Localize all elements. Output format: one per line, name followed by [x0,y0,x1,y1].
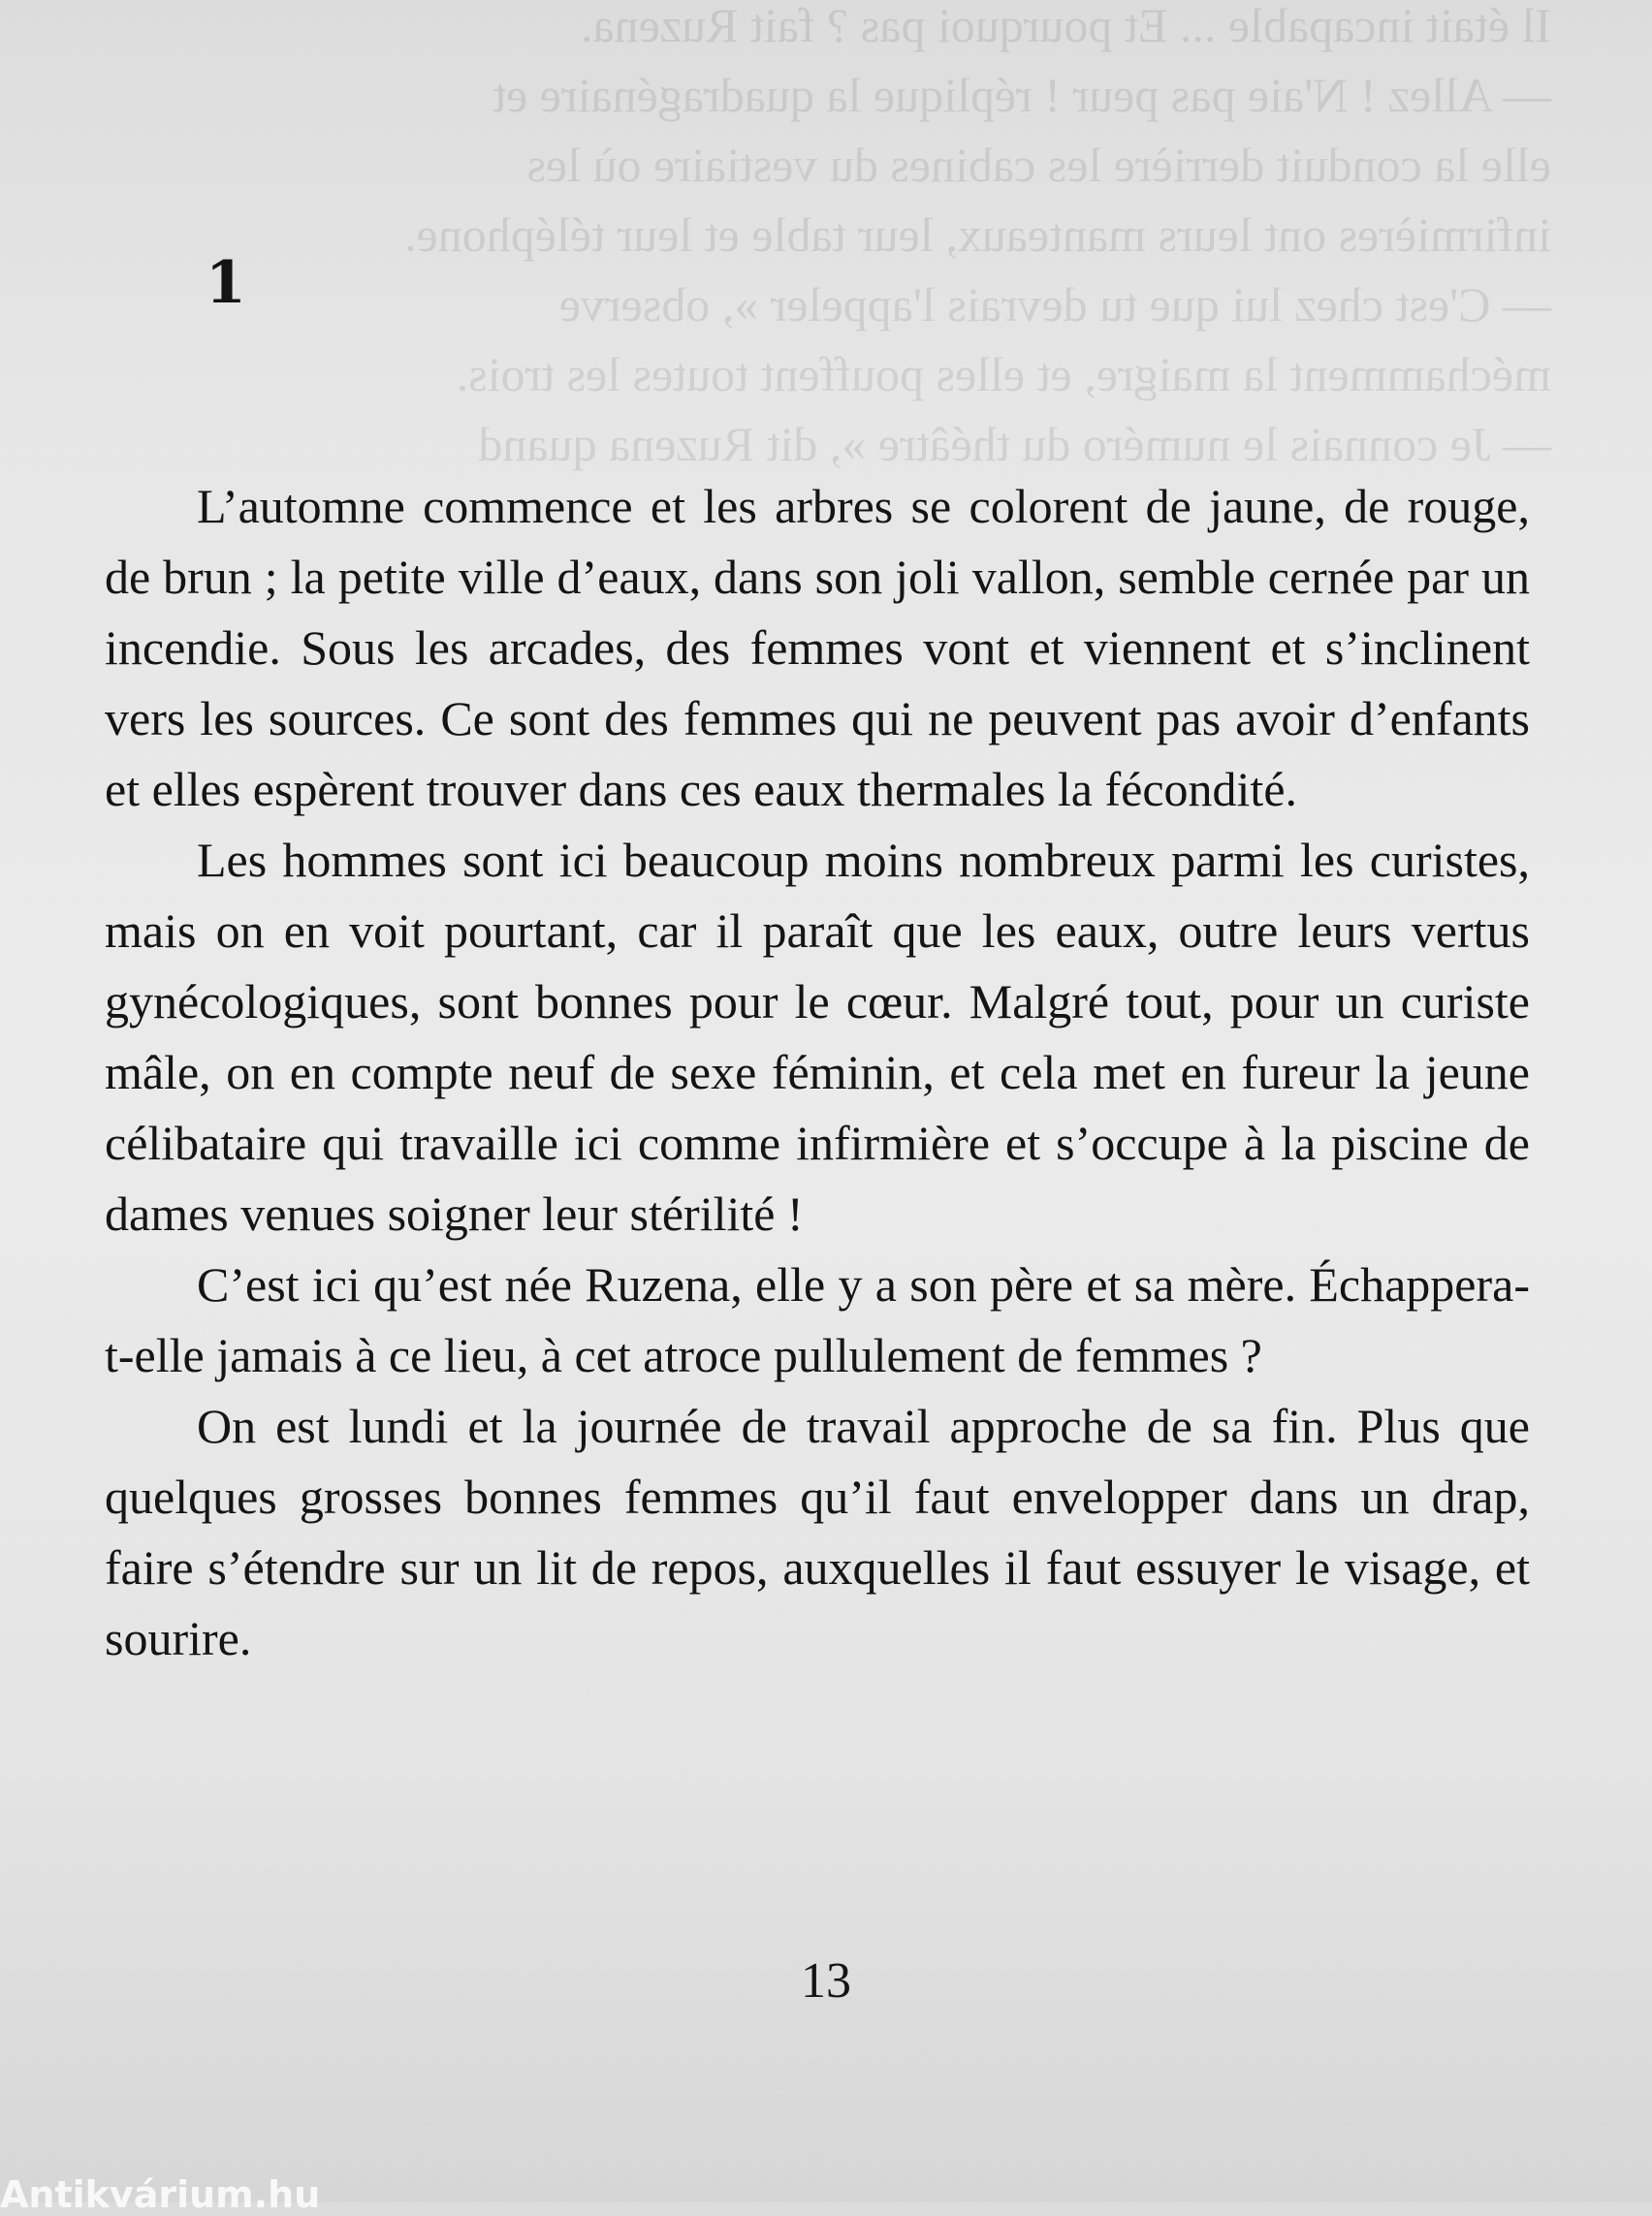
paragraph: L’automne commence et les arbres se colorent de jaune, de rouge, de brun ; la petite ville d’eaux, dans son joli vallon, semble cernée par un incendie. Sous les arcades, des femmes vont et viennent et s’inclinent vers les sources. Ce sont des femmes qui ne peuvent pas avoir d’enfants et elles espèrent trouver dans ces eaux thermales la fécondité. [105,479,1530,816]
body-text [105,471,1530,1674]
paragraph: C’est ici qu’est née Ruzena, elle y a son père et sa mère. Échappera-t-elle jamais à ce lieu, à cet atroce pullulement de femmes ? [105,1257,1530,1382]
chapter-number: 1 [206,249,246,317]
paragraph: Les hommes sont ici beaucoup moins nombreux parmi les curistes, mais on en voit pourtant, car il paraît que les eaux, outre leurs vertus gynécologiques, sont bonnes pour le cœur. Malgré tout, pour un curiste mâle, on en compte neuf de sexe féminin, et cela met en fureur la jeune célibataire qui travaille ici comme infirmière et s’occupe à la piscine de dames venues soigner leur stérilité ! [105,833,1530,1241]
watermark: Antikvárium.hu [0,2173,321,2216]
page-number: 13 [801,1953,851,2009]
show-through-text: Il était incapable ... Et pourquoi pas ? fait Ruzena. — Allez ! N'aie pas peur ! réplique la quadragénaire et elle la conduit derrière les cabines du vestiaire où les infirmières ont leurs manteaux, leur table et leur téléphone. — C'est chez lui que tu devrais l'appeler », observe méchamment la maigre, et elles pouffent toutes les trois. — Je connais le numéro du théâtre », dit Ruzena quand [404,0,1551,471]
paragraph: On est lundi et la journée de travail approche de sa fin. Plus que quelques grosses bonnes femmes qu’il faut envelopper dans un drap, faire s’étendre sur un lit de repos, auxquelles il faut essuyer le visage, et sourire. [105,1399,1530,1665]
